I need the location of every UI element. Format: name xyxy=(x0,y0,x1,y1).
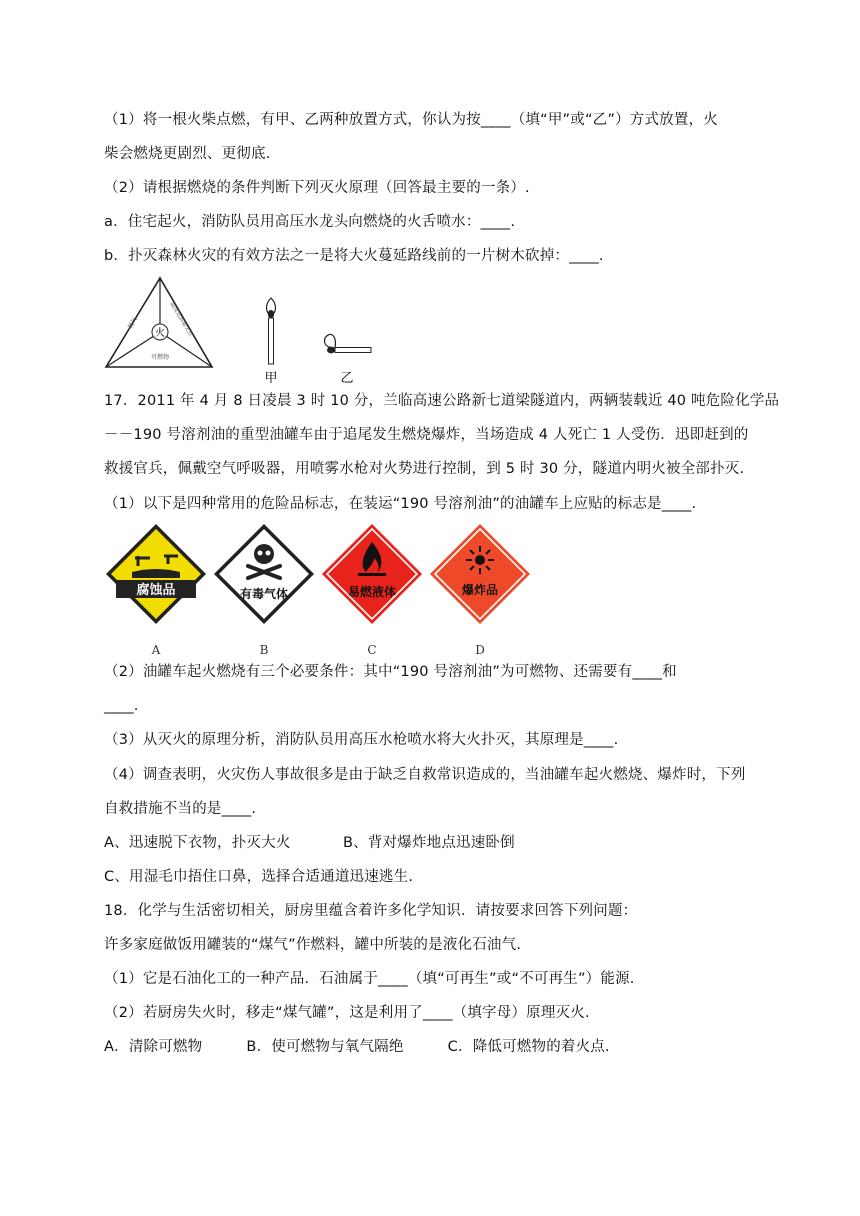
sign-d-text: 爆炸品 xyxy=(461,583,499,597)
match-label-yi: 乙 xyxy=(340,371,354,385)
toxic-gas-sign-icon xyxy=(214,524,314,624)
q17-part3: （3）从灭火的原理分析，消防队员用高压水枪喷水将大火扑灭，其原理是____. xyxy=(104,732,619,748)
matches-diagram xyxy=(255,290,385,385)
q18-line1: 18．化学与生活密切相关，厨房里蕴含着许多化学知识．请按要求回答下列问题： xyxy=(104,903,638,919)
upright-match-icon xyxy=(267,298,276,364)
triangle-bottom-label: 可燃物 xyxy=(150,354,170,361)
explosive-sign-icon xyxy=(430,524,530,624)
horizontal-match-icon xyxy=(324,334,371,353)
sign-b-letter: B xyxy=(259,643,269,657)
q17-option-b: B、背对爆炸地点迅速卧倒 xyxy=(343,835,515,851)
q17-part2-line2: ____. xyxy=(104,698,139,714)
sign-d-letter: D xyxy=(475,643,485,657)
corrosive-sign-icon xyxy=(106,524,206,624)
match-label-jia: 甲 xyxy=(264,371,278,385)
sign-c-text: 易燃液体 xyxy=(347,585,397,599)
fire-triangle-diagram xyxy=(100,272,220,372)
q17-option-a: A、迅速脱下衣物，扑灭大火 xyxy=(104,835,291,851)
sign-a-text: 腐蚀品 xyxy=(136,583,176,598)
flammable-liquid-sign-icon xyxy=(322,524,422,624)
q17-part1: （1）以下是四种常用的危险品标志，在装运“190 号溶剂油”的油罐车上应贴的标志是____. xyxy=(104,496,697,512)
q18-options: A．清除可燃物 B．使可燃物与氧气隔绝 C．降低可燃物的着火点. xyxy=(104,1039,610,1055)
q17-line1: 17．2011 年 4 月 8 日凌晨 3 时 10 分，兰临高速公路新七道梁隧道内，两辆装载近 40 吨危险化学品 xyxy=(104,393,780,409)
q17-option-c: C、用湿毛巾捂住口鼻，选择合适通道迅速逃生. xyxy=(104,869,414,885)
triangle-right-label: 温度达到着火点 xyxy=(168,301,194,338)
triangle-center-label: 火 xyxy=(155,328,165,339)
sign-a-letter: A xyxy=(151,643,161,657)
q16-part1-line1: （1）将一根火柴点燃，有甲、乙两种放置方式，你认为按____（填“甲”或“乙”）方式放置，火 xyxy=(104,112,718,128)
q17-part4-line1: （4）调查表明，火灾伤人事故很多是由于缺乏自救常识造成的，当油罐车起火燃烧、爆炸时，下列 xyxy=(104,767,746,783)
q17-part2-line1: （2）油罐车起火燃烧有三个必要条件：其中“190 号溶剂油”为可燃物、还需要有____和 xyxy=(104,664,677,680)
q17-line3: 救援官兵，佩戴空气呼吸器，用喷雾水枪对火势进行控制，到 5 时 30 分，隧道内明火被全部扑灭. xyxy=(104,461,745,477)
q17-part4-line2: 自救措施不当的是____. xyxy=(104,801,257,817)
q18-line2: 许多家庭做饭用罐装的“煤气”作燃料，罐中所装的是液化石油气. xyxy=(104,937,522,953)
hazard-signs xyxy=(102,520,532,658)
q16-item-b: b．扑灭森林火灾的有效方法之一是将大火蔓延路线前的一片树木砍掉：____. xyxy=(104,248,604,264)
sign-b-text: 有毒气体 xyxy=(239,587,289,601)
q16-part2: （2）请根据燃烧的条件判断下列灭火原理（回答最主要的一条）. xyxy=(104,180,530,196)
q16-item-a: a．住宅起火，消防队员用高压水龙头向燃烧的火舌喷水：____. xyxy=(104,214,516,230)
triangle-left-label: 氧气 xyxy=(126,316,139,331)
q18-part1: （1）它是石油化工的一种产品．石油属于____（填“可再生”或“不可再生”）能源. xyxy=(104,971,635,987)
q17-line2: －－190 号溶剂油的重型油罐车由于追尾发生燃烧爆炸，当场造成 4 人死亡 1 人受伤．迅即赶到的 xyxy=(104,427,749,443)
q16-part1-line2: 柴会燃烧更剧烈、更彻底. xyxy=(104,146,271,162)
q18-part2: （2）若厨房失火时，移走“煤气罐”，这是利用了____（填字母）原理灭火. xyxy=(104,1005,590,1021)
sign-c-letter: C xyxy=(367,643,377,657)
